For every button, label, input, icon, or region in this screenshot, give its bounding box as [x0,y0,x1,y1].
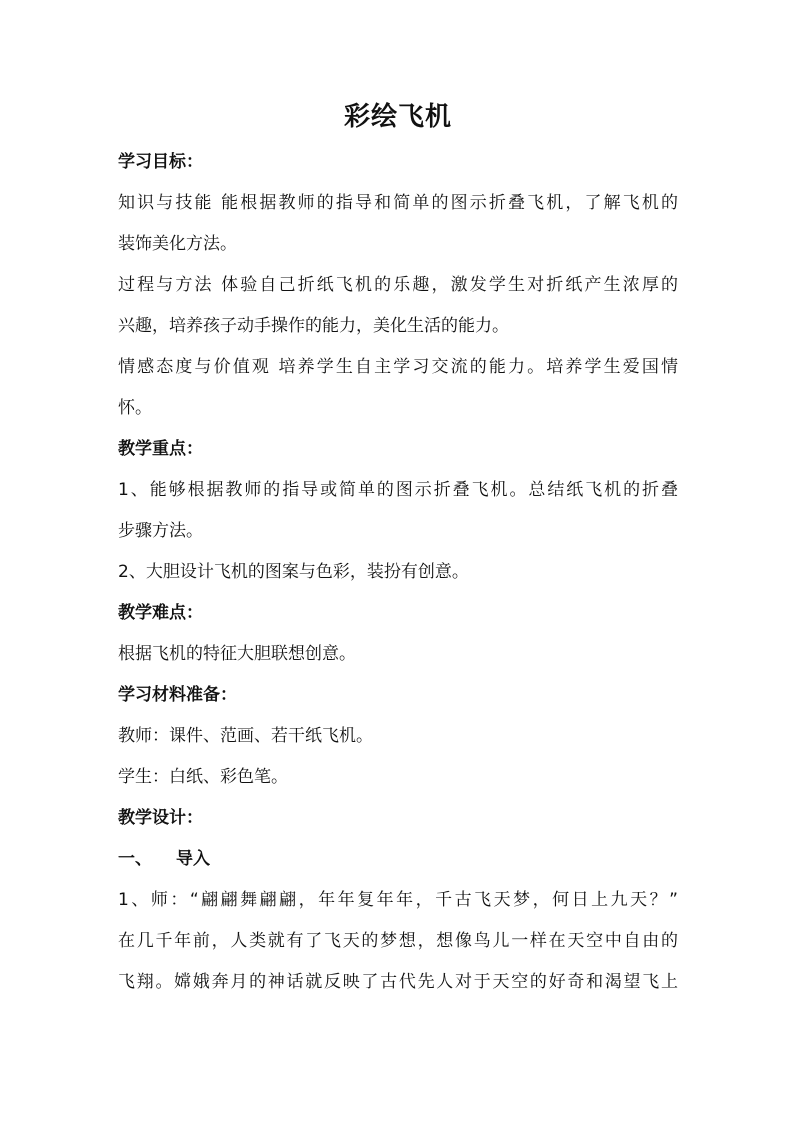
objective-knowledge-line-1: 知识与技能 能根据教师的指导和简单的图示折叠飞机，了解飞机的 [118,193,678,213]
key-point-1-line-2: 步骤方法。 [118,521,203,541]
objectives-heading: 学习目标： [118,152,203,172]
intro-line-2: 在几千年前，人类就有了飞天的梦想，想像鸟儿一样在天空中自由的 [118,931,678,951]
intro-line-1: 1、师：“翩翩舞翩翩，年年复年年，千古飞天梦，何日上九天？” [118,890,678,910]
objective-process-line-1: 过程与方法 体验自己折纸飞机的乐趣，激发学生对折纸产生浓厚的 [118,275,678,295]
key-point-2: 2、大胆设计飞机的图案与色彩，装扮有创意。 [118,562,469,582]
section-1-heading [118,839,678,880]
difficulty-heading: 教学难点： [118,603,203,623]
objective-emotion-line-1: 情感态度与价值观 培养学生自主学习交流的能力。培养学生爱国情 [118,357,678,377]
materials-student: 学生：白纸、彩色笔。 [118,767,288,787]
objective-process-line-2: 兴趣，培养孩子动手操作的能力，美化生活的能力。 [118,316,509,336]
intro-line-3: 飞翔。嫦娥奔月的神话就反映了古代先人对于天空的好奇和渴望飞上 [118,972,678,992]
key-points-heading: 教学重点： [118,439,203,459]
difficulty-text: 根据飞机的特征大胆联想创意。 [118,644,356,664]
section-1-title: 导入 [176,849,210,869]
design-heading: 教学设计： [118,808,203,828]
materials-teacher: 教师：课件、范画、若干纸飞机。 [118,726,373,746]
document-page [118,96,678,1003]
objective-emotion-line-2: 怀。 [118,398,152,418]
document-title: 彩绘飞机 [343,102,452,132]
materials-heading: 学习材料准备： [118,685,237,705]
key-point-1-line-1: 1、能够根据教师的指导或简单的图示折叠飞机。总结纸飞机的折叠 [118,480,678,500]
section-1-number: 一、 [118,849,152,869]
objective-knowledge-line-2: 装饰美化方法。 [118,234,237,254]
